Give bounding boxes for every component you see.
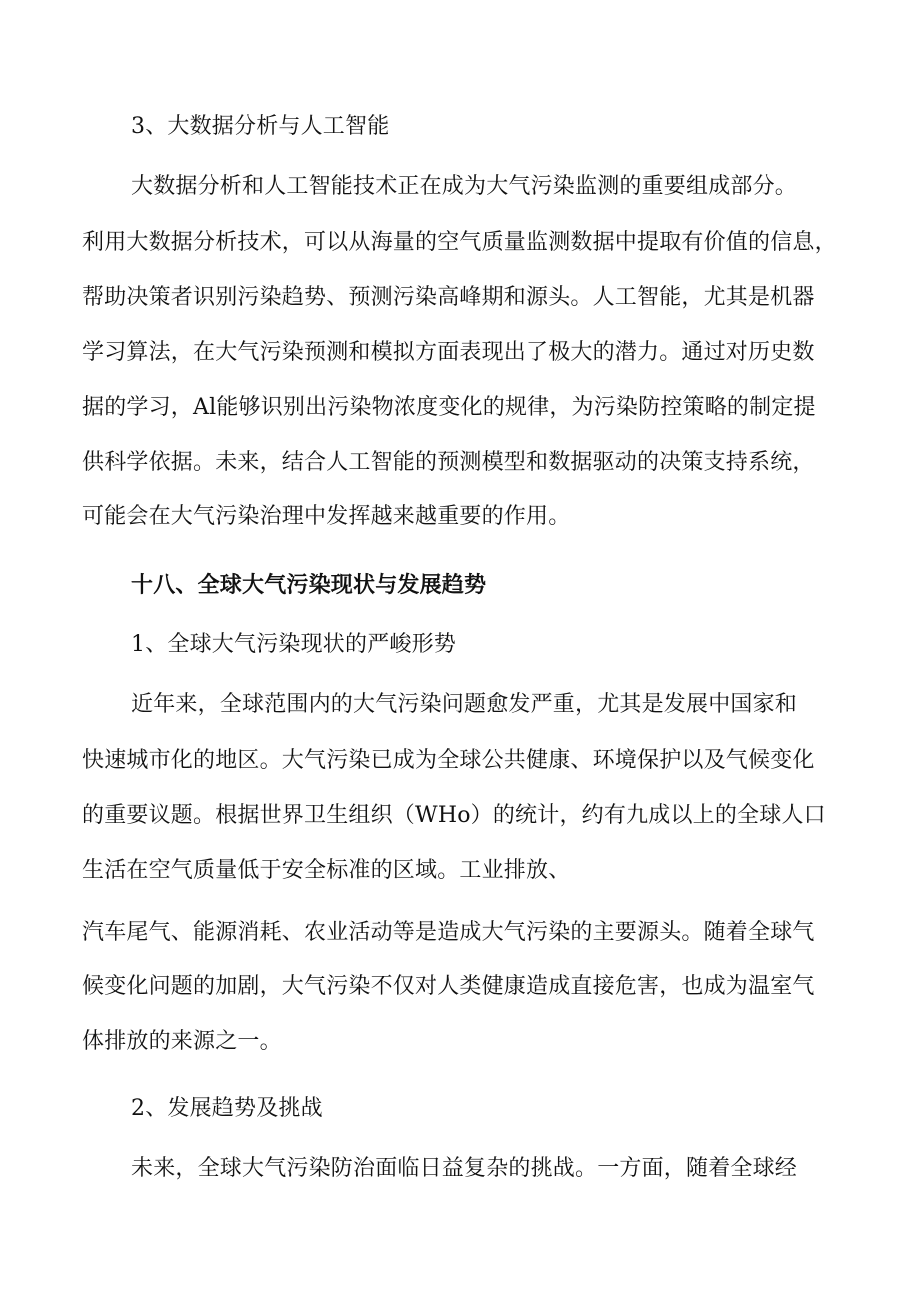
section-3-line-5: 据的学习，Al能够识别出污染物浓度变化的规律，为污染防控策略的制定提 bbox=[82, 395, 816, 420]
section-3-line-2: 利用大数据分析技术，可以从海量的空气质量监测数据中提取有价值的信息， bbox=[82, 230, 837, 255]
section-3-line-3: 帮助决策者识别污染趋势、预测污染高峰期和源头。人工智能，尤其是机器 bbox=[82, 285, 815, 310]
section-1-line-1: 近年来，全球范围内的大气污染问题愈发严重，尤其是发展中国家和 bbox=[131, 692, 798, 717]
section-3-line-1: 大数据分析和人工智能技术正在成为大气污染监测的重要组成部分。 bbox=[131, 174, 798, 199]
section-2-line-1: 未来，全球大气污染防治面临日益复杂的挑战。一方面，随着全球经 bbox=[131, 1156, 798, 1181]
section-3-line-6: 供科学依据。未来，结合人工智能的预测模型和数据驱动的决策支持系统， bbox=[82, 450, 815, 475]
section-1-line-3: 的重要议题。根据世界卫生组织（WHo）的统计，约有九成以上的全球人口 bbox=[82, 803, 826, 828]
section-3-heading: 3、大数据分析与人工智能 bbox=[131, 114, 390, 139]
section-1-line-5: 汽车尾气、能源消耗、农业活动等是造成大气污染的主要源头。随着全球气 bbox=[82, 920, 815, 945]
section-1-line-7: 体排放的来源之一。 bbox=[82, 1029, 282, 1054]
section-2-heading: 2、发展趋势及挑战 bbox=[131, 1096, 323, 1121]
section-1-line-2: 快速城市化的地区。大气污染已成为全球公共健康、环境保护以及气候变化 bbox=[82, 748, 815, 773]
section-1-heading: 1、全球大气污染现状的严峻形势 bbox=[131, 632, 456, 657]
chapter-18-heading: 十八、全球大气污染现状与发展趋势 bbox=[131, 572, 487, 598]
section-1-line-6: 候变化问题的加剧，大气污染不仅对人类健康造成直接危害，也成为温室气 bbox=[82, 974, 815, 999]
section-3-line-4: 学习算法，在大气污染预测和模拟方面表现出了极大的潜力。通过对历史数 bbox=[82, 340, 815, 365]
section-3-line-7: 可能会在大气污染治理中发挥越来越重要的作用。 bbox=[82, 504, 571, 529]
section-1-line-4: 生活在空气质量低于安全标准的区域。工业排放、 bbox=[82, 858, 571, 883]
